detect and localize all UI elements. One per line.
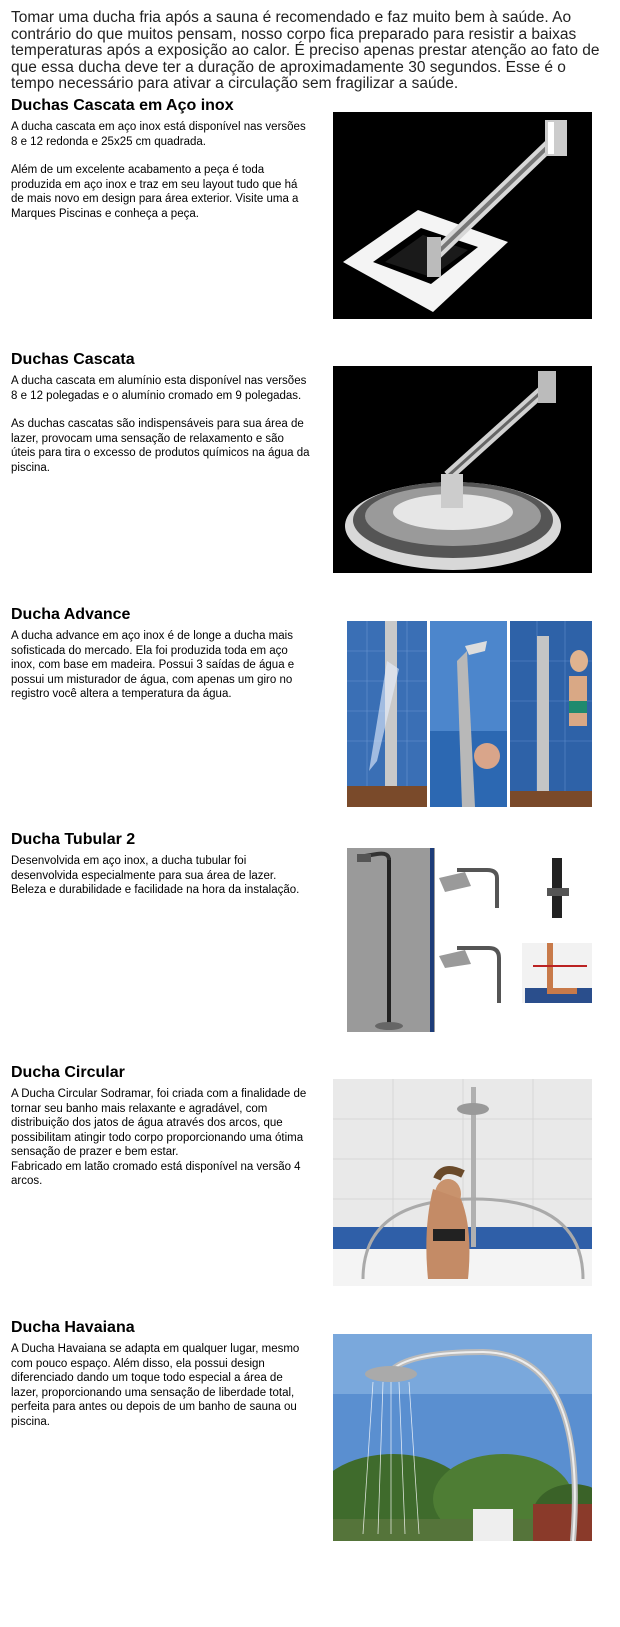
section-title: Ducha Tubular 2: [11, 831, 136, 848]
product-section-circular: [0, 1063, 620, 1303]
product-section-tubular: [0, 830, 620, 1040]
description-paragraph: As duchas cascatas são indispensáveis para sua área de lazer, provocam uma sensação de relaxamento e são úteis para tira o excesso de produtos químicos na água da piscina.: [11, 418, 310, 474]
section-title: Ducha Advance: [11, 606, 131, 623]
description-paragraph: Desenvolvida em aço inox, a ducha tubular foi desenvolvida especialmente para sua área de lazer. Beleza e durabilidade e facilidade na hora da instalação.: [11, 855, 300, 896]
description-paragraph: A ducha cascata em alumínio esta disponível nas versões 8 e 12 polegadas e o alumínio cromado em 9 polegadas.: [11, 375, 307, 402]
description-paragraph: A Ducha Circular Sodramar, foi criada com a finalidade de tornar seu banho mais relaxante e agradável, com distribuição dos jatos de água através dos arcos, que possibilitam atingir todo corpo proporcionando uma ótima sensação de prazer e bem estar. Fabricado em latão cromado está disponível na versão 4 arcos.: [11, 1088, 307, 1187]
section-title: Duchas Cascata em Aço inox: [11, 97, 234, 114]
description-paragraph: A ducha advance em aço inox é de longe a ducha mais sofisticada do mercado. Ela foi produzida toda em aço inox, com base em madeira. Possui 3 saídas de água e possui um misturador de água, com apenas um giro no registro você altera a temperatura da água.: [11, 630, 295, 700]
section-description: [11, 374, 311, 489]
product-section-advance: [0, 605, 620, 815]
product-photo-square-shower: [333, 112, 592, 319]
product-section-cascata-inox: [0, 96, 620, 326]
section-title: Duchas Cascata: [11, 351, 135, 368]
product-photo-havaiana-shower: [333, 1334, 592, 1541]
product-photo-round-shower: [333, 366, 592, 573]
product-section-havaiana: [0, 1318, 620, 1618]
intro-paragraph: Tomar uma ducha fria após a sauna é recomendado e faz muito bem à saúde. Ao contrário do que muitos pensam, nosso corpo fica preparado para resistir a baixas temperaturas após a exposição ao calor. É preciso apenas prestar atenção ao fato de que essa ducha deve ter a duração de aproximadamente 30 segundos. Esse é o tempo necessário para ativar a circulação sem fragilizar a saúde.: [11, 9, 600, 92]
description-paragraph: A ducha cascata em aço inox está disponível nas versões 8 e 12 redonda e 25x25 cm quadrada.: [11, 121, 306, 148]
description-paragraph: Além de um excelente acabamento a peça é toda produzida em aço inox e traz em seu layout tudo que há de mais novo em design para área exterior. Visite uma a Marques Piscinas e conheça a peça.: [11, 164, 299, 220]
product-photo-circular-shower: [333, 1079, 592, 1286]
section-description: [11, 1087, 311, 1203]
product-photo-tubular-collage: [347, 848, 592, 1032]
section-title: Ducha Circular: [11, 1064, 125, 1081]
description-paragraph: A Ducha Havaiana se adapta em qualquer lugar, mesmo com pouco espaço. Além disso, ela possui design diferenciado dando um toque todo especial a área de lazer, proporcionando uma sensação de liberdade total, perfeita para antes ou depois de um banho de sauna ou piscina.: [11, 1343, 300, 1428]
product-photo-advance-triptych: [347, 621, 592, 807]
section-description: [11, 629, 311, 716]
section-description: [11, 1342, 311, 1443]
section-description: [11, 120, 311, 235]
product-section-cascata: [0, 350, 620, 590]
section-description: [11, 854, 311, 912]
section-title: Ducha Havaiana: [11, 1319, 135, 1336]
